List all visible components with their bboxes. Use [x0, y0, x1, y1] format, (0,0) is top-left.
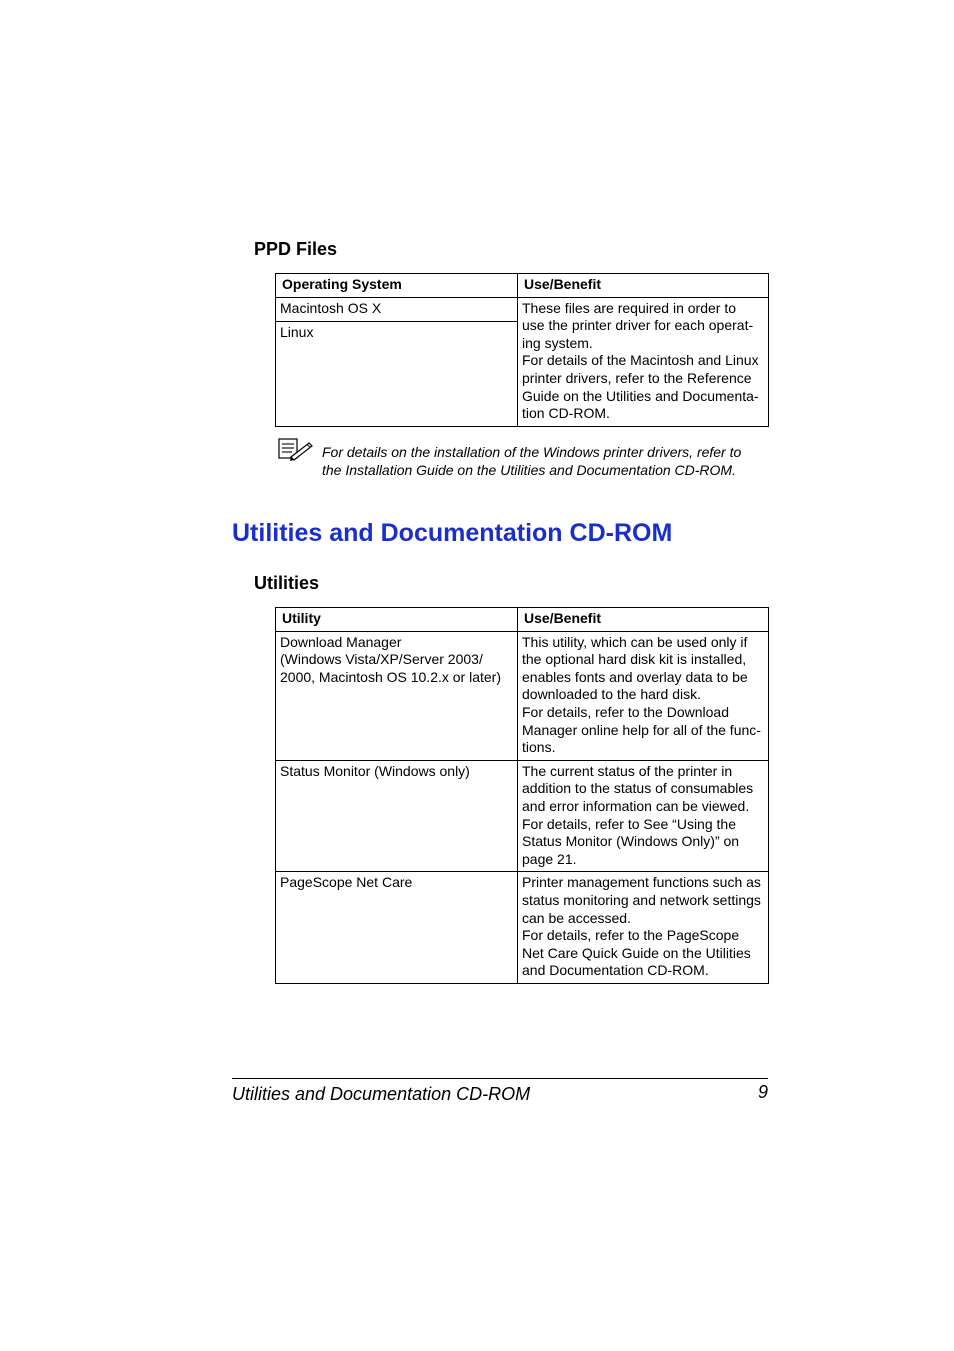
benefit-line: tions. — [522, 739, 556, 756]
benefit-line: the optional hard disk kit is installed, — [522, 651, 747, 668]
note-line: For details on the installation of the Windows printer drivers, refer to — [322, 444, 742, 460]
benefit-line: The current status of the printer in — [522, 762, 733, 779]
utility-cell — [276, 872, 518, 984]
benefit-line: Net Care Quick Guide on the Utilities — [522, 944, 751, 961]
utility-line: (Windows Vista/XP/Server 2003/ — [280, 651, 483, 668]
table-row — [276, 631, 769, 760]
benefit-cell — [518, 872, 769, 984]
benefit-line: and Documentation CD-ROM. — [522, 962, 709, 979]
benefit-line: downloaded to the hard disk. — [522, 686, 702, 703]
benefit-line: use the printer driver for each operat- — [522, 317, 754, 334]
benefit-line: This utility, which can be used only if — [522, 633, 748, 650]
utility-cell — [276, 760, 518, 872]
benefit-line: tion CD-ROM. — [522, 405, 610, 422]
table-row — [276, 297, 769, 321]
benefit-line: addition to the status of consumables — [522, 780, 754, 797]
utilities-heading: Utilities — [254, 573, 320, 593]
benefit-line: status monitoring and network settings — [522, 891, 761, 908]
benefit-cell — [518, 297, 769, 426]
column-header-use-benefit: Use/Benefit — [518, 608, 769, 632]
column-header-utility: Utility — [276, 608, 518, 632]
section-title: Utilities and Documentation CD-ROM — [232, 519, 673, 547]
note-pencil-icon — [278, 438, 314, 462]
benefit-line: For details of the Macintosh and Linux — [522, 352, 759, 369]
benefit-line: and error information can be viewed. — [522, 797, 750, 814]
utility-line: 2000, Macintosh OS 10.2.x or later) — [280, 668, 501, 685]
ppd-files-heading: PPD Files — [254, 239, 338, 259]
benefit-line: enables fonts and overlay data to be — [522, 668, 748, 685]
benefit-line: ing system. — [522, 334, 593, 351]
os-cell: Macintosh OS X — [276, 297, 518, 321]
column-header-use-benefit: Use/Benefit — [518, 274, 769, 298]
table-header-row — [276, 608, 769, 632]
benefit-line: Printer management functions such as — [522, 874, 761, 891]
benefit-line: For details, refer to See “Using the — [522, 815, 736, 832]
utility-line: PageScope Net Care — [280, 874, 413, 891]
benefit-line: Status Monitor (Windows Only)” on — [522, 833, 740, 850]
footer-title: Utilities and Documentation CD-ROM — [232, 1084, 531, 1104]
benefit-line: For details, refer to the Download — [522, 703, 729, 720]
benefit-line: page 21. — [522, 850, 577, 867]
benefit-line: printer drivers, refer to the Reference — [522, 369, 752, 386]
note-line: the Installation Guide on the Utilities and Documentation CD-ROM. — [322, 461, 736, 478]
note-text — [322, 444, 772, 479]
utility-cell — [276, 631, 518, 760]
benefit-line: Manager online help for all of the func- — [522, 721, 761, 738]
os-cell: Linux — [276, 321, 518, 426]
column-header-operating-system: Operating System — [276, 274, 518, 298]
utility-line: Status Monitor (Windows only) — [280, 762, 470, 779]
utilities-table — [275, 607, 769, 984]
ppd-files-table — [275, 273, 769, 427]
benefit-cell — [518, 631, 769, 760]
benefit-line: These files are required in order to — [522, 299, 736, 316]
benefit-line: For details, refer to the PageScope — [522, 927, 740, 944]
footer-page-number: 9 — [757, 1082, 768, 1102]
table-row — [276, 760, 769, 872]
benefit-line: Guide on the Utilities and Documenta- — [522, 387, 759, 404]
table-header-row — [276, 274, 769, 298]
benefit-cell — [518, 760, 769, 872]
benefit-line: can be accessed. — [522, 909, 631, 926]
table-row — [276, 872, 769, 984]
footer-rule — [232, 1078, 768, 1079]
utility-line: Download Manager — [280, 633, 402, 650]
